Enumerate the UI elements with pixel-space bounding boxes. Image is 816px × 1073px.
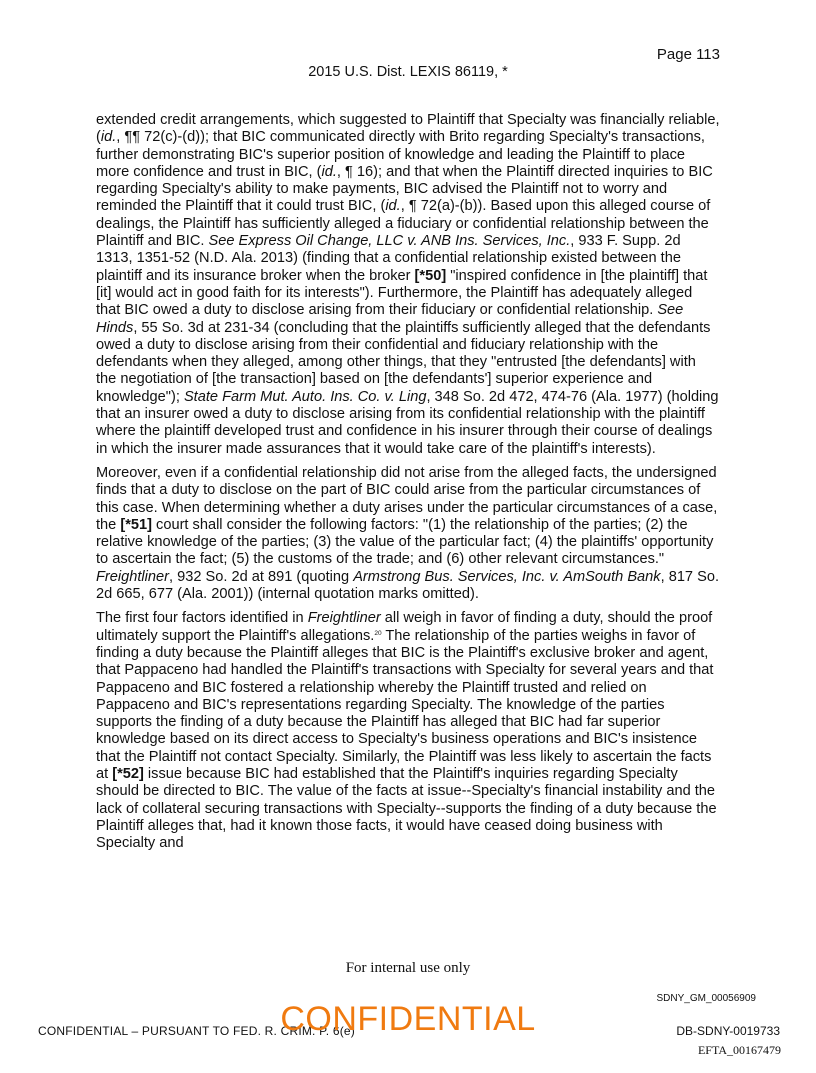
case-citation: See Express Oil Change, LLC v. ANB Ins. Services, Inc. [208, 233, 571, 250]
paragraph-1 [96, 112, 720, 458]
bates-number-sdny-gm: SDNY_GM_00056909 [656, 993, 756, 1004]
text-run: , 933 F. Supp. 2d 1313, 1351-52 (N.D. Ala. 2013) (finding that a confidential relationship existed between the plaintiff and its insurance broker when the broker [96, 233, 681, 284]
opinion-body [96, 112, 720, 859]
case-citation: id. [321, 163, 337, 180]
case-citation: id. [385, 198, 401, 215]
text-run: all weigh in favor of finding a duty, should the proof ultimately support the Plaintiff's allegations. [96, 610, 713, 644]
case-citation: Armstrong Bus. Services, Inc. v. AmSouth Bank [353, 568, 661, 585]
star-page-marker: [*52] [112, 765, 144, 782]
confidential-rule-label: CONFIDENTIAL – PURSUANT TO FED. R. CRIM. P. 6(e) [38, 1024, 355, 1038]
star-page-marker: [*50] [414, 267, 447, 284]
footnote-ref: 20 [374, 629, 382, 637]
case-citation: id. [100, 129, 117, 146]
text-run: , 817 So. 2d 665, 677 (Ala. 2001)) (internal quotation marks omitted). [96, 568, 720, 603]
text-run: , ¶ 72(a)-(b)). Based upon this alleged course of dealings, the Plaintiff has sufficiently alleged a fiduciary or confidential relationship between the Plaintiff and BIC. [96, 198, 711, 250]
bates-number-efta: EFTA_00167479 [697, 1043, 781, 1057]
paragraph-3 [96, 610, 720, 852]
text-run: , 348 So. 2d 472, 474-76 (Ala. 1977) (holding that an insurer owed a duty to disclose arising from its confidential relationship with the plaintiff where the plaintiff developed trust and confidence in his insurer through their course of dealings in which the insurer made assurances that it would take care of the plaintiff's interests). [96, 388, 719, 457]
case-citation-header: 2015 U.S. Dist. LEXIS 86119, * [308, 64, 508, 80]
page-number: Page 113 [656, 46, 720, 63]
case-citation: Freightliner [96, 568, 169, 585]
text-run: "inspired confidence in [the plaintiff] that [it] would act in good faith for its interests"). Furthermore, the Plaintiff has adequately alleged that BIC owed a duty to disclose arising from their fiduciary or confidential relationship. [96, 267, 708, 319]
case-citation: See Hinds [96, 302, 684, 336]
internal-use-notice: For internal use only [345, 960, 471, 976]
text-run: extended credit arrangements, which suggested to Plaintiff that Specialty was financially reliable, ( [96, 112, 720, 146]
text-run: , ¶ 16); and that when the Plaintiff directed inquiries to BIC regarding Specialty's ability to make payments, BIC advised the Plaintiff not to worry and reminded the Plaintiff that it could trust BIC, ( [96, 163, 713, 215]
text-run: Moreover, even if a confidential relationship did not arise from the alleged facts, the undersigned finds that a duty to disclose on the part of BIC could arise from the particular circumstances of this case. When determining whether a duty arises under the particular circumstances of a case, the [96, 464, 718, 533]
text-run: court shall consider the following factors: "(1) the relationship of the parties; (2) the relative knowledge of the parties; (3) the value of the particular fact; (4) the plaintiffs' opportunity to ascertain the fact; (5) the customs of the trade; and (6) other relevant circumstances." [96, 516, 714, 568]
text-run: The relationship of the parties weighs in favor of finding a duty because the Plaintiff alleges that BIC is the Plaintiff's exclusive broker and agent, that Pappaceno had handled the Plaintiff's transactions with Specialty for several years and that Pappaceno and BIC fostered a relationship whereby the Plaintiff trusted and relied on Pappaceno and BIC's representations regarding Specialty. The knowledge of the parties supports the finding of a duty because the Plaintiff has alleged that BIC had far superior knowledge based on its direct access to Specialty's business operations and BIC's insistence that the Plaintiff not contact Specialty. Similarly, the Plaintiff was less likely to ascertain the facts at [96, 627, 714, 782]
confidential-stamp: CONFIDENTIAL [280, 1000, 536, 1038]
text-run: , 932 So. 2d at 891 (quoting [169, 568, 354, 585]
text-run: , ¶¶ 72(c)-(d)); that BIC communicated directly with Brito regarding Specialty's transactions, further demonstrating BIC's superior position of knowledge and leading the Plaintiff to place more confidence and trust in BIC, ( [96, 129, 705, 180]
case-citation: State Farm Mut. Auto. Ins. Co. v. Ling [183, 388, 427, 405]
star-page-marker: [*51] [120, 516, 152, 533]
case-citation: Freightliner [307, 610, 381, 627]
text-run: The first four factors identified in [96, 610, 308, 627]
bates-number-db-sdny: DB-SDNY-0019733 [676, 1024, 780, 1038]
text-run: , 55 So. 3d at 231-34 (concluding that the plaintiffs sufficiently alleged that the defendants owed a duty to disclose arising from their confidential and fiduciary relationship with the defendants when they alleged, among other things, that they "entrusted [the defendants] with the negotiation of [the transaction] based on [the defendants'] superior experience and knowledge"); [96, 319, 711, 405]
text-run: issue because BIC had established that the Plaintiff's inquiries regarding Specialty should be directed to BIC. The value of the facts at issue--Specialty's financial instability and the lack of collateral securing transactions with Specialty--supports the finding of a duty because the Plaintiff alleges that, had it known those facts, it would have ceased doing business with Specialty and [96, 765, 717, 852]
paragraph-2 [96, 465, 720, 603]
